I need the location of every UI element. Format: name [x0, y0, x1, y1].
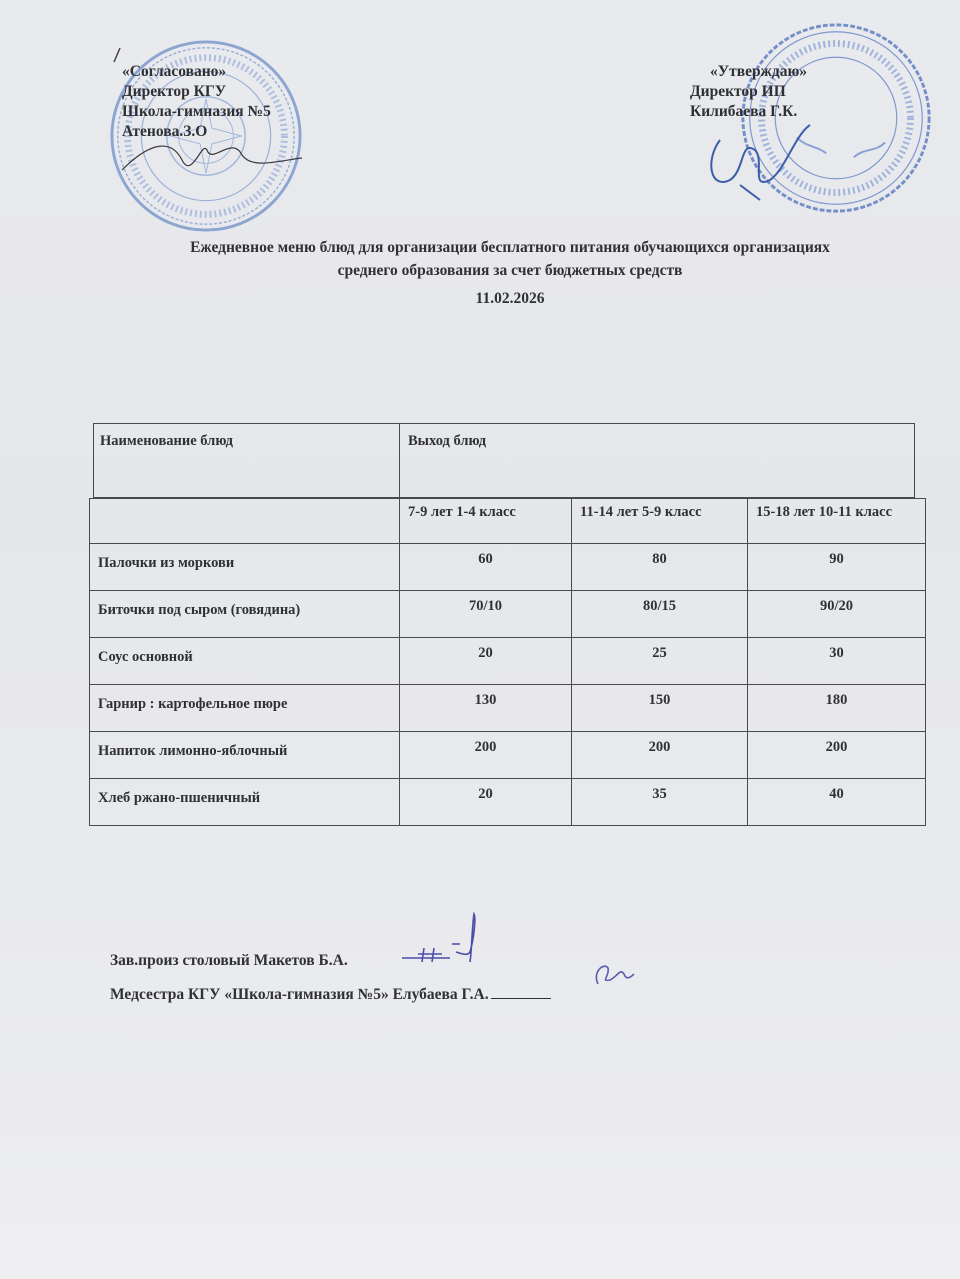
age-group-header: 15-18 лет 10-11 класс — [748, 499, 926, 544]
approval-block-approved — [690, 62, 807, 122]
age-group-header: 7-9 лет 1-4 класс — [400, 499, 572, 544]
dish-output-value: 35 — [572, 779, 748, 826]
dish-output-value: 80 — [572, 544, 748, 591]
signature-block — [110, 944, 551, 1012]
empty-cell — [90, 499, 400, 544]
table-row — [90, 638, 926, 685]
dish-output-value: 200 — [400, 732, 572, 779]
menu-table — [89, 498, 926, 826]
dish-output-value: 180 — [748, 685, 926, 732]
age-group-header: 11-14 лет 5-9 класс — [572, 499, 748, 544]
approval-block-agreed — [122, 62, 271, 142]
dish-output-value: 200 — [748, 732, 926, 779]
approval-right-line: Килибаева Г.К. — [690, 103, 798, 120]
age-group-row — [90, 499, 926, 544]
dish-output-value: 25 — [572, 638, 748, 685]
column-header-dish-name: Наименование блюд — [94, 424, 400, 497]
dish-name: Биточки под сыром (говядина) — [90, 591, 400, 638]
dish-output-value: 80/15 — [572, 591, 748, 638]
signature-line-manager — [110, 944, 551, 978]
table-row — [90, 685, 926, 732]
dish-output-value: 30 — [748, 638, 926, 685]
table-row — [90, 544, 926, 591]
table-row — [90, 779, 926, 826]
dish-output-value: 130 — [400, 685, 572, 732]
dish-name: Гарнир : картофельное пюре — [90, 685, 400, 732]
column-header-output: Выход блюд — [408, 433, 487, 449]
manager-signature-text: Зав.произ столовый Макетов Б.А. — [110, 952, 348, 969]
approval-left-line: Атенова.З.О — [122, 123, 208, 140]
table-row — [90, 732, 926, 779]
table-row — [90, 591, 926, 638]
signature-line-nurse — [110, 978, 551, 1012]
signature-nurse-icon — [590, 960, 636, 990]
dish-name: Соус основной — [90, 638, 400, 685]
dish-name: Напиток лимонно-яблочный — [90, 732, 400, 779]
signature-underline — [491, 984, 551, 999]
document-title — [100, 236, 920, 282]
title-line-2: среднего образования за счет бюджетных средств — [337, 262, 683, 279]
dish-output-value: 150 — [572, 685, 748, 732]
approval-left-line: «Согласовано» — [122, 63, 227, 80]
menu-date: 11.02.2026 — [475, 290, 545, 307]
approval-left-line: Директор КГУ — [122, 83, 227, 100]
dish-output-value: 60 — [400, 544, 572, 591]
dish-output-value: 70/10 — [400, 591, 572, 638]
dish-name: Палочки из моркови — [90, 544, 400, 591]
dish-output-value: 20 — [400, 638, 572, 685]
dish-output-value: 40 — [748, 779, 926, 826]
nurse-signature-text: Медсестра КГУ «Школа-гимназия №5» Елубаева Г.А. — [110, 986, 489, 1003]
dish-output-value: 200 — [572, 732, 748, 779]
dish-output-value: 90/20 — [748, 591, 926, 638]
approval-right-line: Директор ИП — [690, 83, 786, 100]
menu-table-header — [93, 423, 915, 498]
dish-name: Хлеб ржано-пшеничный — [90, 779, 400, 826]
title-line-1: Ежедневное меню блюд для организации бесплатного питания обучающихся организациях — [190, 239, 830, 256]
approval-left-line: Школа-гимназия №5 — [122, 103, 271, 120]
dish-output-value: 20 — [400, 779, 572, 826]
dish-output-value: 90 — [748, 544, 926, 591]
approval-right-line: «Утверждаю» — [710, 63, 808, 80]
